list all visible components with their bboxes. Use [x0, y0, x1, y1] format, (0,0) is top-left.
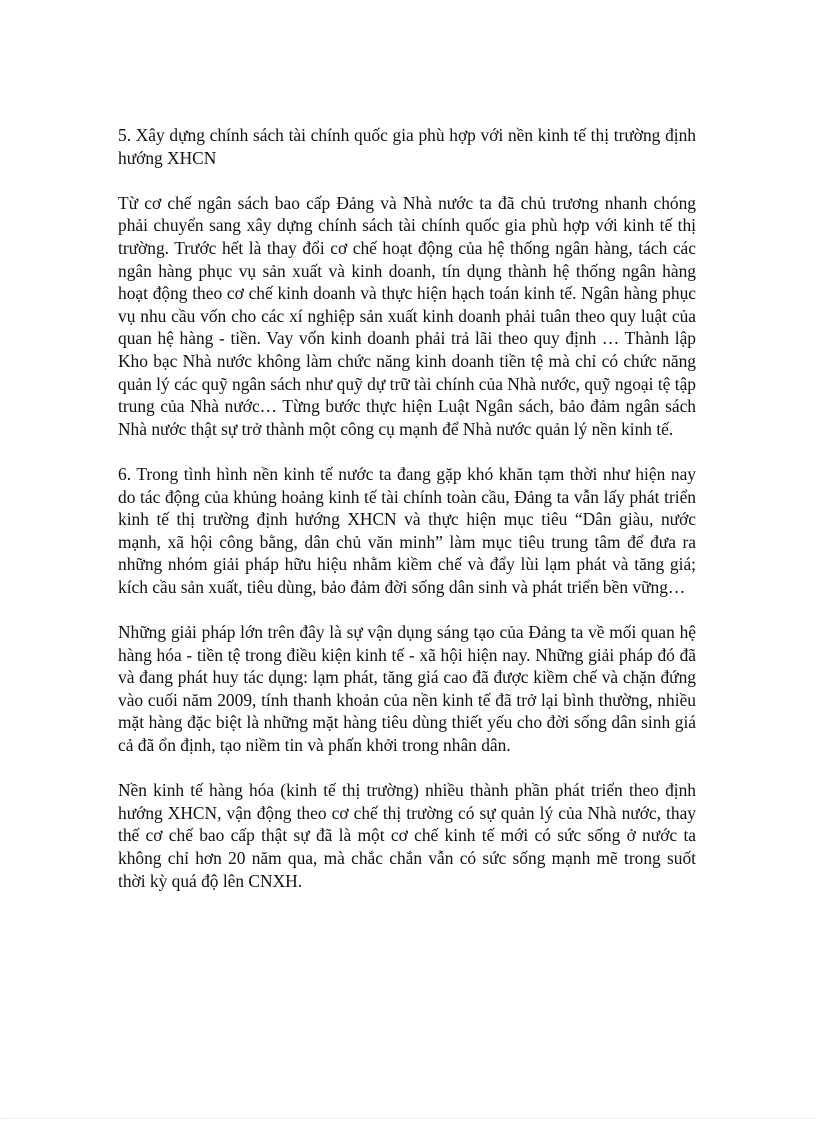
section-heading-5: 5. Xây dựng chính sách tài chính quốc gia phù hợp với nền kinh tế thị trường định hướng XHCN — [118, 125, 696, 168]
section-paragraph-6: 6. Trong tình hình nền kinh tế nước ta đang gặp khó khăn tạm thời như hiện nay do tác động của khủng hoảng kinh tế tài chính toàn cầu, Đảng ta vẫn lấy phát triển kinh tế thị trường định hướng XHCN và thực hiện mục tiêu “Dân giàu, nước mạnh, xã hội công bằng, dân chủ văn minh” làm mục tiêu trung tâm để đưa ra những nhóm giải pháp hữu hiệu nhằm kiềm chế và đẩy lùi lạm phát và tăng giá; kích cầu sản xuất, tiêu dùng, bảo đảm đời sống dân sinh và phát triển bền vững… — [118, 463, 696, 597]
paragraph-gap — [118, 598, 696, 621]
body-paragraph: Những giải pháp lớn trên đây là sự vận dụng sáng tạo của Đảng ta về mối quan hệ hàng hóa - tiền tệ trong điều kiện kinh tế - xã hội hiện nay. Những giải pháp đó đã và đang phát huy tác dụng: lạm phát, tăng giá cao đã được kiềm chế và chặn đứng vào cuối năm 2009, tính thanh khoản của nền kinh tế đã trở lại bình thường, nhiều mặt hàng đặc biệt là những mặt hàng tiêu dùng thiết yếu cho đời sống dân sinh giá cả đã ổn định, tạo niềm tin và phấn khởi trong nhân dân. — [118, 622, 696, 756]
body-paragraph: Từ cơ chế ngân sách bao cấp Đảng và Nhà nước ta đã chủ trương nhanh chóng phải chuyển sang xây dựng chính sách tài chính quốc gia phù hợp với kinh tế thị trường. Trước hết là thay đổi cơ chế hoạt động của hệ thống ngân hàng, tách các ngân hàng phục vụ sản xuất và kinh doanh, tín dụng thành hệ thống ngân hàng hoạt động theo cơ chế kinh doanh và thực hiện hạch toán kinh tế. Ngân hàng phục vụ nhu cầu vốn cho các xí nghiệp sản xuất kinh doanh phải tuân theo quy luật của quan hệ hàng - tiền. Vay vốn kinh doanh phải trả lãi theo quy định … Thành lập Kho bạc Nhà nước không làm chức năng kinh doanh tiền tệ mà chỉ có chức năng quản lý các quỹ ngân sách như quỹ dự trữ tài chính của Nhà nước, quỹ ngoại tệ tập trung của Nhà nước… Từng bước thực hiện Luật Ngân sách, bảo đảm ngân sách Nhà nước thật sự trở thành một công cụ mạnh để Nhà nước quản lý nền kinh tế. — [118, 192, 696, 439]
paragraph-gap — [118, 440, 696, 463]
page-bottom-divider — [0, 1118, 816, 1119]
document-page — [118, 124, 696, 892]
paragraph-gap — [118, 757, 696, 780]
body-paragraph: Nền kinh tế hàng hóa (kinh tế thị trường) nhiều thành phần phát triển theo định hướng XHCN, vận động theo cơ chế thị trường có sự quản lý của Nhà nước, thay thế cơ chế bao cấp thật sự đã là một cơ chế kinh tế mới có sức sống ở nước ta không chỉ hơn 20 năm qua, mà chắc chắn vẫn có sức sống mạnh mẽ trong suốt thời kỳ quá độ lên CNXH. — [118, 780, 696, 891]
paragraph-gap — [118, 169, 696, 192]
